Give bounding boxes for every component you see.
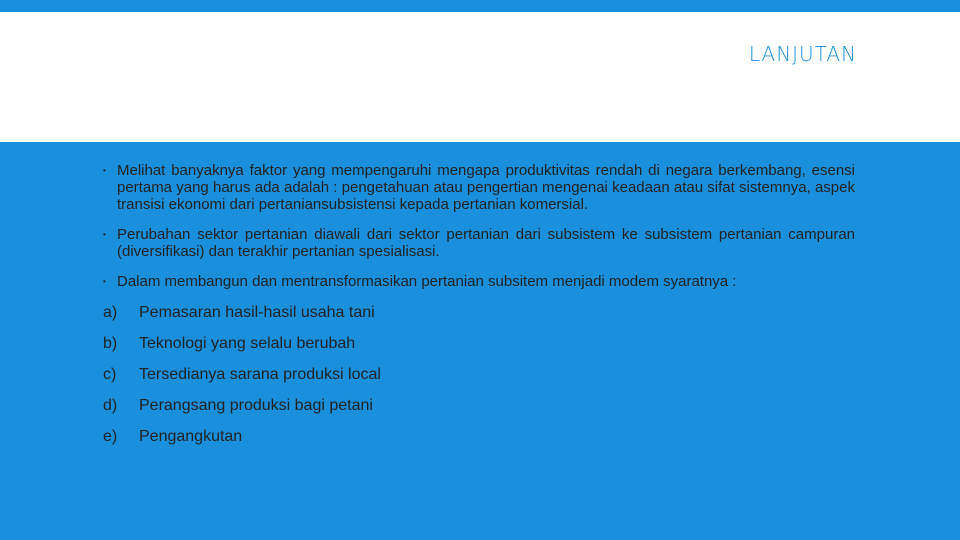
list-letter: b)	[103, 335, 118, 352]
list-letter: c)	[103, 366, 117, 383]
bullet-text: Perubahan sektor pertanian diawali dari sektor pertanian dari subsistem ke subsistem pertanian campuran (diversifikasi) dan terakhir pertanian spesialisasi.	[117, 226, 855, 260]
list-item	[103, 334, 855, 365]
bullet-item	[103, 273, 855, 290]
bullet-item	[103, 162, 855, 213]
bullet-text: Dalam membangun dan mentransformasikan pertanian subsitem menjadi modem syaratnya :	[117, 273, 737, 290]
list-text: Perangsang produksi bagi petani	[139, 397, 373, 414]
list-text: Pemasaran hasil-hasil usaha tani	[139, 304, 375, 321]
slide-title: LANJUTAN	[748, 42, 857, 66]
bullet-marker: •	[103, 166, 106, 175]
list-text: Pengangkutan	[139, 428, 243, 445]
bullet-text: Melihat banyaknya faktor yang mempengaruhi mengapa produktivitas rendah di negara berkembang, esensi pertama yang harus ada adalah : pengetahuan atau pengertian mengenai keadaan atau sifat sistemnya, aspek transisi ekonomi dari pertaniansubsistensi kepada pertanian komersial.	[117, 162, 855, 213]
slide-header	[0, 12, 960, 142]
slide-content	[103, 162, 855, 458]
list-text: Tersedianya sarana produksi local	[139, 366, 381, 383]
list-letter: e)	[103, 428, 118, 445]
list-item	[103, 427, 855, 458]
list-letter: d)	[103, 397, 118, 414]
list-text: Teknologi yang selalu berubah	[139, 335, 356, 352]
bullet-item	[103, 226, 855, 260]
list-item	[103, 365, 855, 396]
bullet-marker: •	[103, 230, 106, 239]
lettered-list	[103, 303, 855, 458]
list-item	[103, 303, 855, 334]
bullet-marker: •	[103, 277, 106, 286]
list-letter: a)	[103, 304, 118, 321]
list-item	[103, 396, 855, 427]
